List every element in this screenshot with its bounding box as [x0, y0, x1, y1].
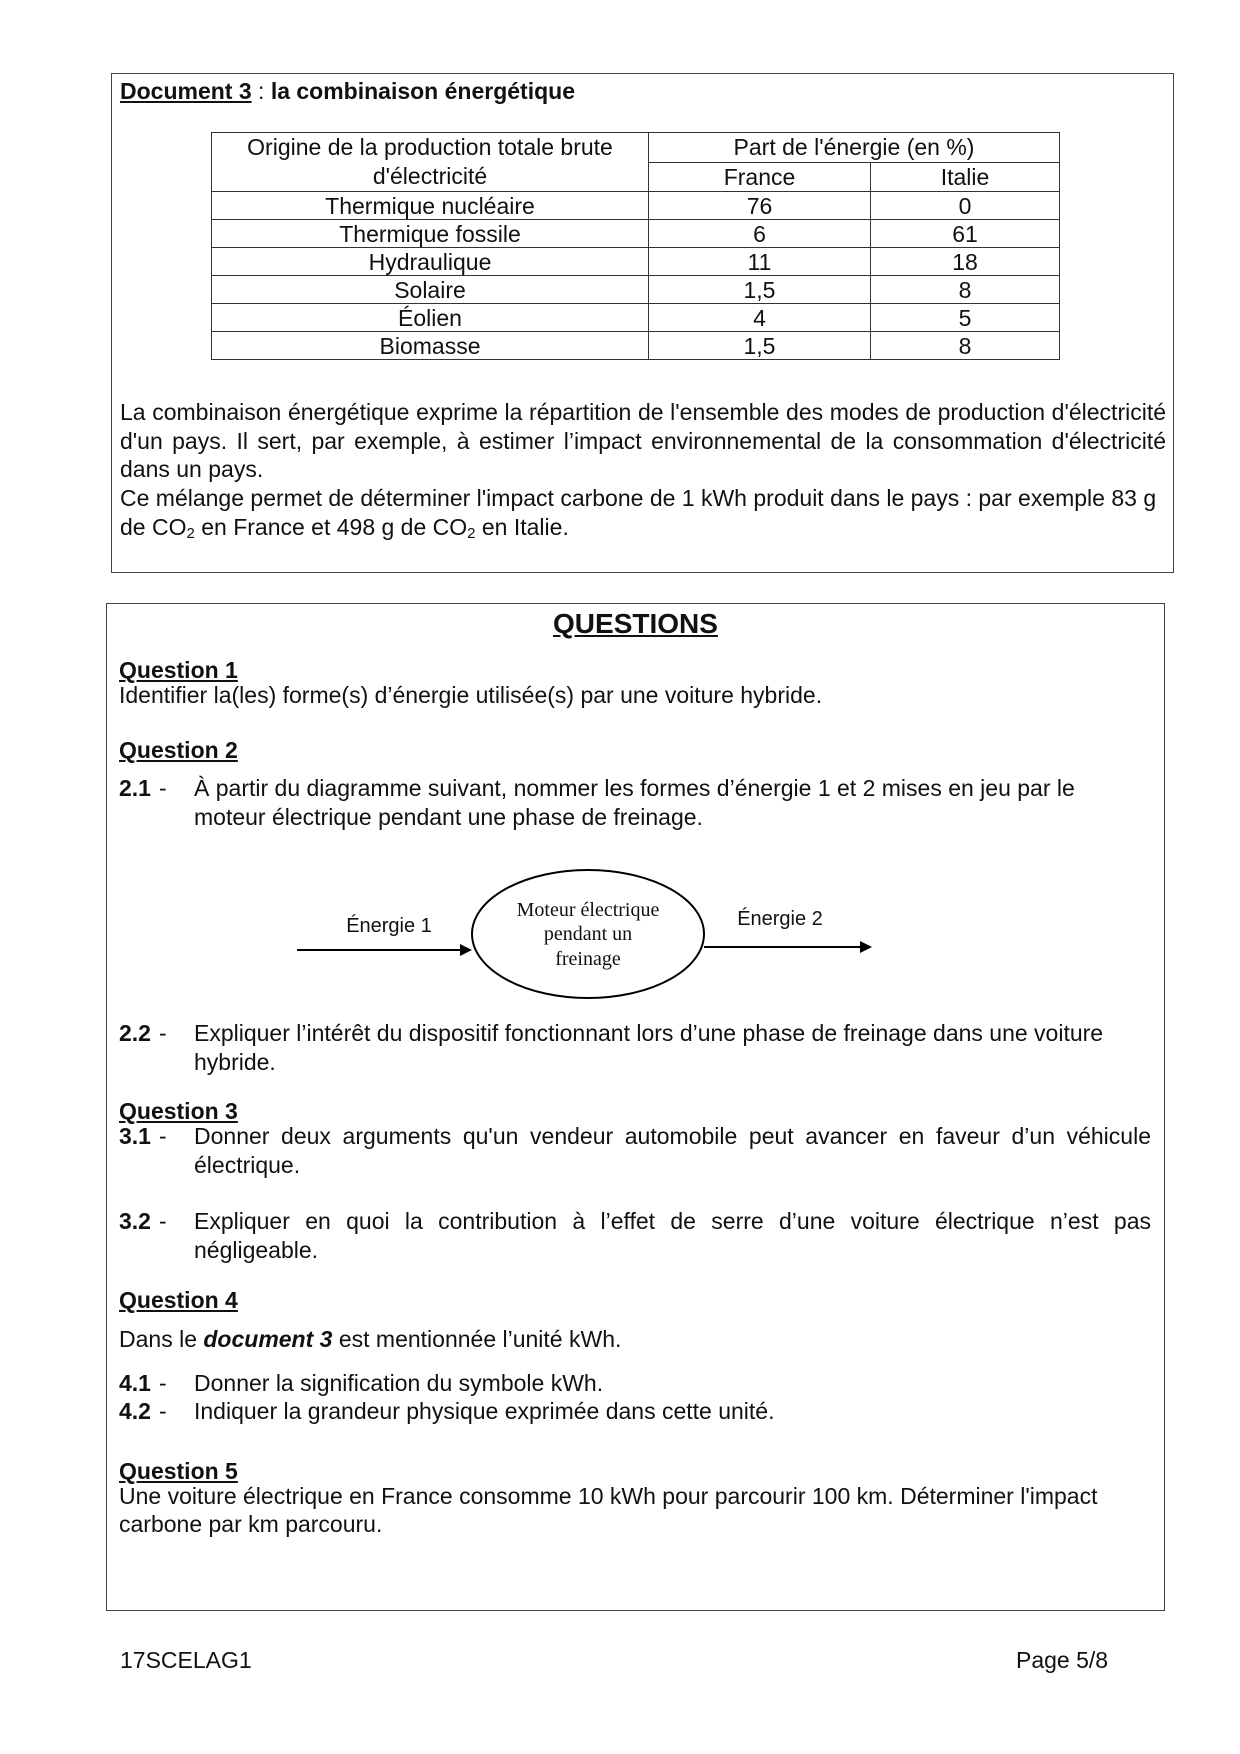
arrow-energy2-head [860, 941, 872, 953]
question3-title: Question 3 [119, 1098, 238, 1124]
sub-dash: - [159, 1370, 167, 1396]
table-row [212, 192, 1060, 220]
question-2-2 [119, 1019, 1151, 1076]
document3-label: Document 3 [120, 78, 252, 104]
question-3-1 [119, 1122, 1151, 1179]
row-source: Éolien [212, 304, 649, 332]
row-source: Solaire [212, 276, 649, 304]
sub-text: Expliquer l’intérêt du dispositif fonctionnant lors d’une phase de freinage dans une voiture hybride. [194, 1020, 1104, 1075]
table-row [212, 332, 1060, 360]
header-france: France [649, 162, 871, 192]
table-row [212, 248, 1060, 276]
co2-subscript: 2 [467, 524, 476, 542]
q4-intro-c: est mentionnée l’unité kWh. [332, 1326, 622, 1352]
sub-number: 4.2 [119, 1398, 151, 1424]
question1-title: Question 1 [119, 657, 238, 683]
question4-intro [119, 1325, 1151, 1353]
document3-paragraph1: La combinaison énergétique exprime la répartition de l'ensemble des modes de production d'électricité d'un pays. Il sert, par exemple, à estimer l’impact environnemental de la consommation d'électricité dans un pays. [120, 399, 1166, 482]
footer-code: 17SCELAG1 [120, 1647, 252, 1673]
sub-dash: - [159, 1123, 167, 1149]
row-source: Thermique fossile [212, 220, 649, 248]
sub-number: 2.2 [119, 1020, 151, 1046]
question-4-2 [119, 1397, 1151, 1426]
sub-number: 4.1 [119, 1370, 151, 1396]
energy1-label: Énergie 1 [346, 915, 432, 937]
row-italie: 0 [871, 192, 1060, 220]
questions-box [106, 603, 1165, 1611]
row-france: 1,5 [649, 276, 871, 304]
document3-title-text: la combinaison énergétique [270, 78, 575, 104]
document3-paragraph2 [120, 484, 1166, 541]
row-source: Biomasse [212, 332, 649, 360]
energy2-label: Énergie 2 [737, 908, 823, 930]
co2-subscript: 2 [186, 524, 195, 542]
sub-dash: - [159, 1398, 167, 1424]
sub-text: À partir du diagramme suivant, nommer les formes d’énergie 1 et 2 mises en jeu par le moteur électrique pendant une phase de freinage. [194, 775, 1075, 830]
sub-text: Donner deux arguments qu'un vendeur automobile peut avancer en faveur d’un véhicule électrique. [194, 1123, 1151, 1178]
questions-heading: QUESTIONS [553, 608, 718, 639]
question5-text: Une voiture électrique en France consomme 10 kWh pour parcourir 100 km. Déterminer l'impact carbone par km parcouru. [119, 1483, 1098, 1537]
question-4-1 [119, 1369, 1151, 1398]
header-origin [212, 133, 649, 192]
row-france: 76 [649, 192, 871, 220]
sub-text: Donner la signification du symbole kWh. [194, 1370, 604, 1396]
sub-number: 2.1 [119, 775, 151, 801]
document3-title-sep: : [251, 78, 271, 104]
row-france: 1,5 [649, 332, 871, 360]
paragraph2-part-b: en France et 498 g de CO [194, 513, 468, 540]
header-part: Part de l'énergie (en %) [649, 133, 1060, 163]
footer-page: Page 5/8 [1016, 1647, 1109, 1673]
row-france: 4 [649, 304, 871, 332]
table-row [212, 304, 1060, 332]
row-italie: 8 [871, 332, 1060, 360]
sub-text: Indiquer la grandeur physique exprimée dans cette unité. [194, 1398, 775, 1424]
row-italie: 5 [871, 304, 1060, 332]
energy-mix-table [211, 132, 1060, 360]
document3-title [120, 78, 575, 105]
motor-label-line3: freinage [555, 948, 621, 970]
row-italie: 61 [871, 220, 1060, 248]
question2-title: Question 2 [119, 737, 238, 763]
row-source: Hydraulique [212, 248, 649, 276]
sub-number: 3.2 [119, 1208, 151, 1234]
question-2-1 [119, 774, 1151, 831]
sub-dash: - [159, 775, 167, 801]
sub-text: Expliquer en quoi la contribution à l’effet de serre d’une voiture électrique n’est pas négligeable. [194, 1208, 1151, 1263]
question5-title: Question 5 [119, 1458, 238, 1484]
motor-label-line1: Moteur électrique [516, 899, 660, 921]
q4-intro-a: Dans le [119, 1326, 204, 1352]
question-3-2 [119, 1207, 1151, 1264]
row-italie: 18 [871, 248, 1060, 276]
braking-energy-diagram [297, 869, 997, 1009]
table-row [212, 276, 1060, 304]
sub-dash: - [159, 1020, 167, 1046]
question4-title: Question 4 [119, 1287, 238, 1313]
table-row [212, 220, 1060, 248]
q4-intro-doc-ref: document 3 [203, 1326, 333, 1352]
sub-number: 3.1 [119, 1123, 151, 1149]
sub-dash: - [159, 1208, 167, 1234]
question1-text: Identifier la(les) forme(s) d’énergie utilisée(s) par une voiture hybride. [119, 682, 823, 708]
row-source: Thermique nucléaire [212, 192, 649, 220]
row-france: 11 [649, 248, 871, 276]
header-origin-line1: Origine de la production totale brute [247, 134, 613, 160]
header-italie: Italie [871, 162, 1060, 192]
paragraph2-part-c: en Italie. [475, 513, 569, 540]
paragraph2-part-a: Ce mélange permet de déterminer l'impact carbone de 1 kWh produit dans le pays : par exemple 83 g de CO [120, 485, 1157, 540]
row-italie: 8 [871, 276, 1060, 304]
document3-box [111, 73, 1174, 573]
arrow-energy1-head [460, 944, 472, 956]
motor-label-line2: pendant un [543, 923, 633, 945]
row-france: 6 [649, 220, 871, 248]
header-origin-line2: d'électricité [372, 163, 488, 189]
